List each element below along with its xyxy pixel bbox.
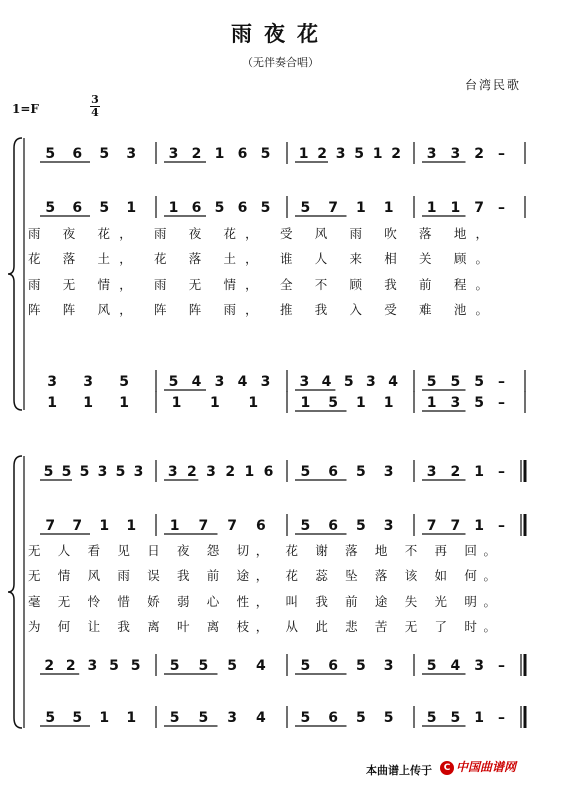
note: 1 bbox=[210, 395, 220, 411]
note: 5 bbox=[300, 464, 311, 480]
note: 3 bbox=[335, 146, 346, 162]
note: – bbox=[498, 200, 505, 216]
logo-mark: C bbox=[440, 761, 454, 775]
note: 4 bbox=[256, 710, 266, 726]
note: 3 bbox=[206, 464, 216, 480]
key-signature: 1=F bbox=[12, 102, 39, 116]
system-brace bbox=[8, 456, 22, 728]
note: 7 bbox=[474, 200, 484, 216]
note: 7 bbox=[426, 518, 437, 534]
note: 3 bbox=[383, 464, 394, 480]
note: 1 bbox=[474, 464, 484, 480]
note: 3 bbox=[383, 518, 394, 534]
note: 5 bbox=[45, 200, 56, 216]
note: 1 bbox=[126, 710, 137, 726]
note: 7 bbox=[328, 200, 339, 216]
note: 6 bbox=[237, 200, 248, 216]
note: 4 bbox=[388, 374, 398, 390]
note: 5 bbox=[115, 464, 126, 480]
note: 3 bbox=[260, 374, 271, 390]
note: 5 bbox=[260, 200, 271, 216]
note: – bbox=[498, 658, 505, 674]
note: 2 bbox=[317, 146, 327, 162]
note: 6 bbox=[72, 146, 83, 162]
note: 5 bbox=[198, 658, 209, 674]
note: 5 bbox=[343, 374, 354, 390]
note: 4 bbox=[321, 374, 332, 390]
note: – bbox=[498, 146, 505, 162]
note: 5 bbox=[61, 464, 72, 480]
note: 1 bbox=[169, 518, 180, 534]
note: 1 bbox=[83, 395, 93, 411]
note: 5 bbox=[300, 658, 311, 674]
lyric-line: 无 人 看 见 日 夜 怨 切， 花 谢 落 地 不 再 回。 bbox=[28, 543, 496, 558]
note: – bbox=[498, 374, 505, 390]
note: 6 bbox=[328, 658, 339, 674]
note: 5 bbox=[474, 395, 484, 411]
performance-subtitle: （无伴奏合唱） bbox=[242, 56, 319, 69]
logo-text: 中国曲谱网 bbox=[456, 760, 517, 774]
lyric-line: 雨 无 情， 雨 无 情， 全 不 顾 我 前 程。 bbox=[28, 277, 488, 292]
note: 6 bbox=[191, 200, 202, 216]
note: 2 bbox=[225, 464, 236, 480]
note: 1 bbox=[450, 200, 461, 216]
note: 1 bbox=[248, 395, 259, 411]
note: 2 bbox=[191, 146, 202, 162]
note: 7 bbox=[198, 518, 209, 534]
note: 6 bbox=[256, 518, 266, 534]
note: 5 bbox=[356, 658, 366, 674]
note: 4 bbox=[191, 374, 202, 390]
note: 5 bbox=[130, 658, 141, 674]
note: 5 bbox=[450, 710, 461, 726]
note: 1 bbox=[99, 710, 110, 726]
note: – bbox=[498, 464, 505, 480]
lyric-line: 雨 夜 花， 雨 夜 花， 受 风 雨 吹 落 地， bbox=[28, 226, 488, 241]
note: 5 bbox=[43, 464, 54, 480]
note: 2 bbox=[65, 658, 76, 674]
note: 5 bbox=[99, 200, 110, 216]
note: 7 bbox=[72, 518, 83, 534]
upload-footer: 本曲谱上传于 bbox=[366, 764, 432, 777]
note: 1 bbox=[244, 464, 255, 480]
note: 6 bbox=[237, 146, 248, 162]
note: 5 bbox=[45, 146, 56, 162]
time-signature-bottom: 4 bbox=[91, 106, 99, 119]
time-signature-top: 3 bbox=[91, 93, 99, 106]
note: 3 bbox=[426, 464, 437, 480]
note: 5 bbox=[300, 200, 311, 216]
note: 6 bbox=[263, 464, 274, 480]
note: 5 bbox=[198, 710, 209, 726]
note: 5 bbox=[356, 710, 366, 726]
note: 3 bbox=[450, 395, 461, 411]
note: 3 bbox=[133, 464, 144, 480]
note: 1 bbox=[383, 200, 394, 216]
note: 6 bbox=[328, 464, 339, 480]
note: 1 bbox=[47, 395, 57, 411]
note: 5 bbox=[45, 710, 56, 726]
note: 5 bbox=[214, 200, 225, 216]
song-origin: 台湾民歌 bbox=[464, 78, 521, 92]
note: 3 bbox=[214, 374, 225, 390]
note: 3 bbox=[227, 710, 237, 726]
note: 5 bbox=[227, 658, 237, 674]
note: 1 bbox=[126, 518, 137, 534]
note: 3 bbox=[47, 374, 57, 390]
lyric-line: 无 情 风 雨 误 我 前 途， 花 蕊 坠 落 该 如 何。 bbox=[28, 568, 496, 583]
note: 6 bbox=[72, 200, 83, 216]
note: 1 bbox=[300, 395, 311, 411]
note: 5 bbox=[300, 518, 311, 534]
note: 1 bbox=[168, 200, 179, 216]
note: 1 bbox=[126, 200, 137, 216]
note: 7 bbox=[450, 518, 461, 534]
note: 5 bbox=[99, 146, 110, 162]
note: 1 bbox=[474, 710, 484, 726]
lyric-line: 为 何 让 我 离 叶 离 枝， 从 此 悲 苦 无 了 时。 bbox=[28, 619, 496, 634]
note: 1 bbox=[356, 395, 366, 411]
note: 7 bbox=[227, 518, 237, 534]
note: 5 bbox=[328, 395, 339, 411]
note: 2 bbox=[391, 146, 401, 162]
note: 1 bbox=[119, 395, 129, 411]
note: 3 bbox=[97, 464, 108, 480]
note: 3 bbox=[299, 374, 310, 390]
note: 1 bbox=[426, 395, 437, 411]
lyric-line: 花 落 土， 花 落 土， 谁 人 来 相 关 顾。 bbox=[28, 251, 488, 266]
note: 2 bbox=[450, 464, 461, 480]
lyric-line: 阵 阵 风， 阵 阵 雨， 推 我 入 受 难 池。 bbox=[28, 302, 488, 317]
note: 3 bbox=[168, 146, 179, 162]
note: 5 bbox=[356, 464, 366, 480]
note: 1 bbox=[383, 395, 394, 411]
note: 5 bbox=[426, 710, 437, 726]
note: 5 bbox=[119, 374, 129, 390]
note: 3 bbox=[167, 464, 178, 480]
note: 5 bbox=[169, 658, 180, 674]
note: 1 bbox=[474, 518, 484, 534]
note: 5 bbox=[260, 146, 271, 162]
note: 2 bbox=[474, 146, 484, 162]
note: 4 bbox=[450, 658, 461, 674]
note: 1 bbox=[171, 395, 182, 411]
note: 3 bbox=[366, 374, 376, 390]
note: 1 bbox=[372, 146, 383, 162]
note: 3 bbox=[474, 658, 484, 674]
note: – bbox=[498, 710, 505, 726]
site-logo bbox=[440, 758, 516, 775]
note: 4 bbox=[256, 658, 266, 674]
note: 5 bbox=[169, 710, 180, 726]
note: 5 bbox=[109, 658, 119, 674]
note: 3 bbox=[426, 146, 437, 162]
note: 3 bbox=[383, 658, 394, 674]
note: 3 bbox=[83, 374, 93, 390]
note: 5 bbox=[474, 374, 484, 390]
note: 2 bbox=[44, 658, 55, 674]
note: 1 bbox=[356, 200, 366, 216]
note: 6 bbox=[328, 518, 339, 534]
note: 5 bbox=[79, 464, 90, 480]
note: 5 bbox=[426, 658, 437, 674]
system-brace bbox=[8, 138, 22, 410]
note: 6 bbox=[328, 710, 339, 726]
note: 1 bbox=[426, 200, 437, 216]
note: 5 bbox=[168, 374, 179, 390]
note: 5 bbox=[356, 518, 366, 534]
note: 1 bbox=[99, 518, 110, 534]
note: 5 bbox=[450, 374, 461, 390]
note: – bbox=[498, 518, 505, 534]
note: 3 bbox=[450, 146, 461, 162]
lyric-line: 毫 无 怜 惜 娇 弱 心 性， 叫 我 前 途 失 光 明。 bbox=[28, 594, 496, 609]
note: 5 bbox=[426, 374, 437, 390]
note: 5 bbox=[383, 710, 394, 726]
note: – bbox=[498, 395, 505, 411]
note: 1 bbox=[298, 146, 309, 162]
note: 5 bbox=[72, 710, 83, 726]
note: 5 bbox=[300, 710, 311, 726]
note: 5 bbox=[354, 146, 364, 162]
note: 7 bbox=[45, 518, 56, 534]
note: 2 bbox=[187, 464, 197, 480]
song-title: 雨夜花 bbox=[231, 21, 330, 46]
note: 3 bbox=[126, 146, 137, 162]
note: 3 bbox=[87, 658, 98, 674]
note: 4 bbox=[237, 374, 248, 390]
note: 1 bbox=[214, 146, 225, 162]
